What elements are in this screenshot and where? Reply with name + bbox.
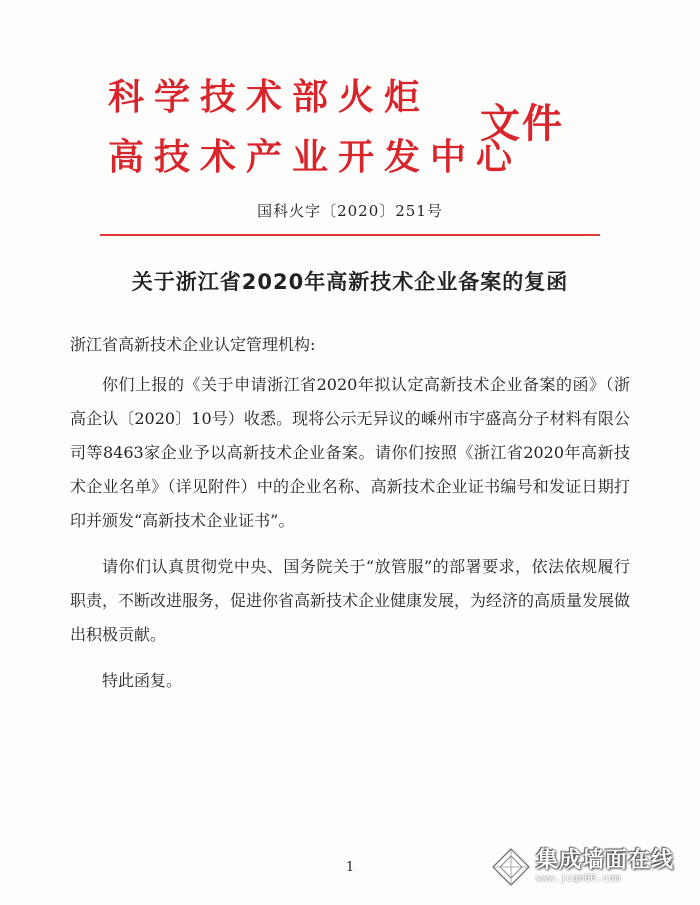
document-type-label: 文件 — [480, 101, 564, 147]
document-title: 关于浙江省2020年高新技术企业备案的复函 — [131, 270, 569, 294]
issuer-line-1: 科学技术部火炬 — [108, 77, 431, 118]
issuer-line-2: 高技术产业开发中心 — [108, 137, 523, 178]
red-divider-line — [100, 234, 600, 236]
letter-body — [70, 330, 630, 698]
watermark-brand: 集成墙面在线 — [536, 848, 675, 873]
closing-line: 特此函复。 — [102, 671, 183, 690]
issuer-name — [108, 68, 522, 188]
page-number: 1 — [345, 860, 355, 875]
salutation: 浙江省高新技术企业认定管理机构: — [70, 335, 316, 354]
document-number: 国科火字〔2020〕251号 — [257, 202, 443, 220]
watermark-text — [536, 850, 674, 884]
site-watermark — [490, 842, 690, 892]
watermark-url: www.jcqm00.com — [536, 873, 621, 884]
body-paragraph-2: 请你们认真贯彻党中央、国务院关于“放管服”的部署要求，依法依规履行职责，不断改进服务，促进你省高新技术企业健康发展，为经济的高质量发展做出积极贡献。 — [70, 557, 631, 644]
body-paragraph-1: 你们上报的《关于申请浙江省2020年拟认定高新技术企业备案的函》（浙高企认〔2020〕10号）收悉。现将公示无异议的嵊州市宇盛高分子材料有限公司等8463家企业予以高新技术企业备案。请你们按照《浙江省2020年高新技术企业名单》（详见附件）中的企业名称、高新技术企业证书编号和发证日期打印并颁发“高新技术企业证书”。 — [70, 375, 630, 530]
brand-logo-icon — [490, 846, 532, 888]
